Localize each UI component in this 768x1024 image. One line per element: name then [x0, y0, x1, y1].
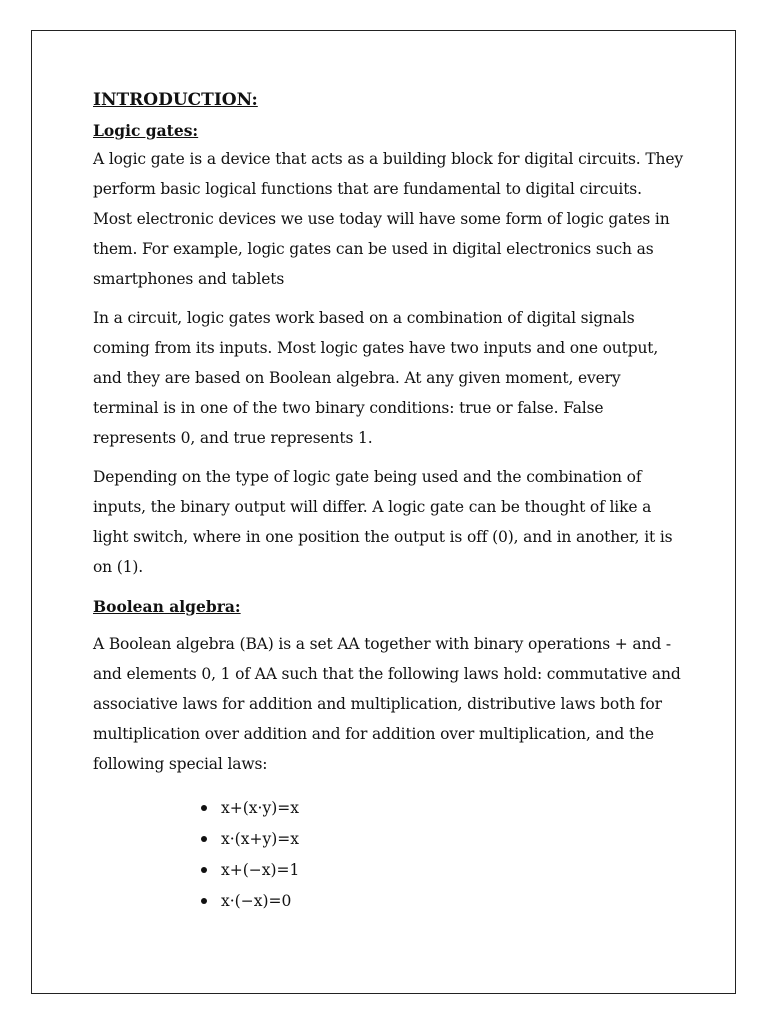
special-laws-list	[93, 793, 683, 917]
bullet-icon	[201, 805, 207, 811]
paragraph-boolean-algebra-definition: A Boolean algebra (BA) is a set AA together with binary operations + and - and elements 0, 1 of AA such that the following laws hold: commutative and associative laws for addition and multiplication, distributive laws both for multiplication over addition and for addition over multiplication, and the following special laws:	[93, 635, 681, 773]
list-item	[201, 855, 683, 886]
paragraph-logic-gates-inputs: In a circuit, logic gates work based on a combination of digital signals coming from its inputs. Most logic gates have two inputs and one output, and they are based on Boolean algebra. At any given moment, every terminal is in one of the two binary conditions: true or false. False represents 0, and true represents 1.	[93, 309, 659, 447]
paragraph-logic-gates-definition: A logic gate is a device that acts as a building block for digital circuits. They perform basic logical functions that are fundamental to digital circuits. Most electronic devices we use today will have some form of logic gates in them. For example, logic gates can be used in digital electronics such as smartphones and tablets	[93, 150, 683, 288]
list-item	[201, 793, 683, 824]
law-text: x+(−x)=1	[221, 861, 300, 879]
law-text: x+(x·y)=x	[221, 799, 299, 817]
section-heading-logic-gates: Logic gates:	[93, 121, 199, 140]
bullet-icon	[201, 836, 207, 842]
list-item	[201, 824, 683, 855]
page-title: INTRODUCTION:	[93, 90, 258, 110]
law-text: x·(−x)=0	[221, 892, 292, 910]
section-heading-boolean-algebra: Boolean algebra:	[93, 597, 241, 616]
bullet-icon	[201, 898, 207, 904]
bullet-icon	[201, 867, 207, 873]
law-text: x·(x+y)=x	[221, 830, 299, 848]
document-body	[93, 86, 683, 917]
paragraph-logic-gates-output: Depending on the type of logic gate being used and the combination of inputs, the binary output will differ. A logic gate can be thought of like a light switch, where in one position the output is off (0), and in another, it is on (1).	[93, 468, 673, 576]
list-item	[201, 886, 683, 917]
